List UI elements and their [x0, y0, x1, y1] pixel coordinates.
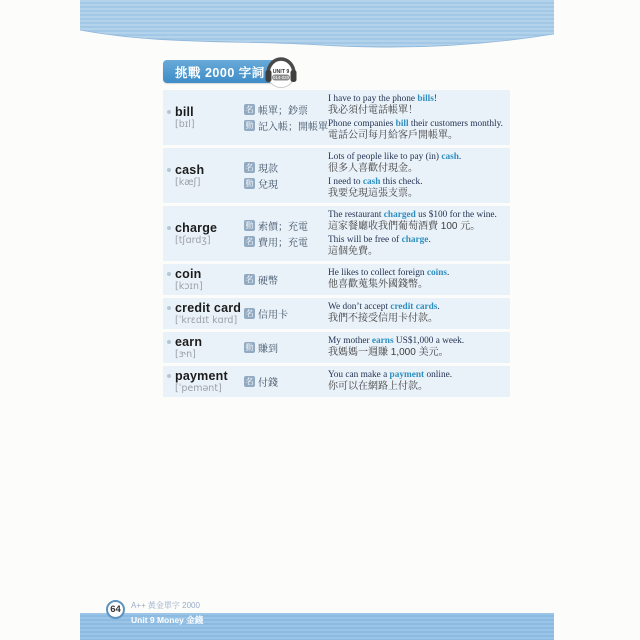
- example-english: I have to pay the phone bills!: [328, 94, 437, 104]
- example-chinese: 我必須付電話帳單！: [328, 105, 418, 116]
- bullet-icon: [167, 110, 171, 114]
- keyword: cash: [362, 176, 381, 187]
- bullet-icon: [167, 168, 171, 172]
- bullet-icon: [167, 340, 171, 344]
- pos-noun-icon: 名: [245, 309, 254, 318]
- examples-cell: [328, 301, 510, 326]
- definition: 名 帳單；鈔票: [245, 105, 308, 117]
- definitions-cell: [244, 271, 328, 288]
- headword: payment: [175, 369, 228, 383]
- definition: 名 信用卡: [245, 309, 288, 321]
- examples-cell: [328, 335, 510, 360]
- example-english: The restaurant charged us $100 for the wine.: [328, 210, 497, 220]
- keyword: coins: [426, 268, 448, 279]
- headword: charge: [175, 221, 218, 235]
- headword: earn: [175, 335, 203, 349]
- examples-cell: [328, 209, 510, 258]
- definition: 名 費用；充電: [245, 237, 308, 249]
- definitions-cell: [244, 305, 328, 322]
- bullet-icon: [167, 226, 171, 230]
- example-english: My mother earns US$1,000 a week.: [328, 336, 465, 347]
- vocab-row-coin: [163, 264, 510, 295]
- vocab-table: [163, 90, 510, 400]
- pronunciation: [bɪl]: [175, 119, 195, 130]
- keyword: cash: [441, 152, 459, 162]
- section-title: 挑戰 2000 字詞: [175, 65, 265, 80]
- example-chinese: 你可以在網路上付款。: [328, 381, 428, 393]
- example-chinese: 我們不接受信用卡付款。: [328, 313, 438, 325]
- definition: 名 付錢: [245, 377, 278, 389]
- vocab-row-bill: [163, 90, 510, 145]
- pos-verb-icon: 動: [245, 179, 254, 188]
- example-chinese: 他喜歡蒐集外國錢幣。: [328, 279, 428, 291]
- example-chinese: 電話公司每月給客戶開帳單。: [328, 129, 458, 141]
- pos-noun-icon: 名: [245, 377, 254, 386]
- pos-verb-icon: 動: [245, 343, 254, 352]
- keyword: credit cards: [390, 302, 438, 313]
- page-number: 64: [110, 604, 121, 615]
- vocab-row-credit-card: [163, 298, 510, 329]
- examples-cell: [328, 93, 510, 142]
- example-chinese: 這個免費。: [328, 245, 378, 257]
- word-cell: [163, 221, 244, 246]
- definitions-cell: [244, 159, 328, 192]
- bullet-icon: [167, 374, 171, 378]
- pronunciation: [kɔɪn]: [175, 281, 203, 292]
- pos-noun-icon: 名: [245, 275, 254, 284]
- footer-book-title: A++ 黃金單字 2000: [131, 601, 200, 610]
- examples-cell: [328, 369, 510, 394]
- example-english: I need to cash this check.: [328, 176, 423, 187]
- definitions-cell: [244, 373, 328, 390]
- definition: 名 現款: [245, 163, 278, 175]
- top-banner-wave: [80, 0, 554, 50]
- headword: bill: [175, 105, 194, 119]
- word-cell: [163, 267, 244, 292]
- vocab-row-payment: [163, 366, 510, 397]
- pos-verb-icon: 動: [245, 121, 254, 130]
- definitions-cell: [244, 339, 328, 356]
- definitions-cell: [244, 217, 328, 250]
- pronunciation: [tʃɑrdʒ]: [175, 235, 211, 246]
- section-title-badge: [163, 60, 277, 83]
- word-cell: [163, 105, 244, 130]
- examples-cell: [328, 151, 510, 200]
- wave-graphic: [80, 0, 554, 50]
- definitions-cell: [244, 101, 328, 134]
- pronunciation: [kæʃ]: [175, 177, 201, 188]
- examples-cell: [328, 267, 510, 292]
- pos-verb-icon: 動: [245, 221, 254, 230]
- word-cell: [163, 163, 244, 188]
- page-number-badge: [106, 600, 125, 619]
- vocab-row-earn: [163, 332, 510, 363]
- bullet-icon: [167, 272, 171, 276]
- vocab-row-charge: [163, 206, 510, 261]
- keyword: bills: [417, 94, 434, 104]
- example-chinese: 我要兌現這張支票。: [328, 187, 418, 199]
- keyword: charge: [401, 234, 429, 245]
- audio-unit-label: UNIT 9: [272, 69, 290, 75]
- definition: 動 賺到: [245, 343, 278, 355]
- example-english: Phone companies bill their customers monthly.: [328, 118, 503, 129]
- headphones-audio-icon: [263, 56, 299, 90]
- definition: 名 硬幣: [245, 275, 278, 287]
- example-english: You can make a payment online.: [328, 370, 453, 381]
- word-cell: [163, 335, 244, 360]
- pronunciation: [ˈpemənt]: [175, 383, 222, 394]
- section-header: [163, 58, 523, 92]
- footer-unit-label: Unit 9 Money 金錢: [131, 615, 204, 625]
- example-english: This will be free of charge.: [328, 234, 431, 245]
- pos-noun-icon: 名: [245, 163, 254, 172]
- example-english: He likes to collect foreign coins.: [328, 268, 450, 279]
- pronunciation: [ˈkrɛdɪt kɑrd]: [175, 315, 238, 326]
- word-cell: [163, 369, 244, 394]
- vocab-row-cash: [163, 148, 510, 203]
- keyword: payment: [389, 370, 425, 381]
- example-chinese: 這家餐廳收我們葡萄酒費 100 元。: [328, 221, 481, 232]
- audio-track-range: 014-020: [272, 75, 290, 81]
- example-chinese: 我媽媽一週賺 1,000 美元。: [328, 347, 449, 359]
- pos-noun-icon: 名: [245, 237, 254, 246]
- keyword: charged: [383, 210, 416, 220]
- headword: credit card: [175, 301, 242, 315]
- example-english: Lots of people like to pay (in) cash.: [328, 152, 462, 162]
- headword: cash: [175, 163, 205, 177]
- word-cell: [163, 301, 244, 326]
- headword: coin: [175, 267, 202, 281]
- keyword: bill: [395, 118, 409, 129]
- example-english: We don’t accept credit cards.: [328, 302, 440, 313]
- definition: 動 兌現: [245, 179, 278, 191]
- example-chinese: 很多人喜歡付現金。: [328, 163, 418, 174]
- pronunciation: [ɝn]: [175, 349, 196, 360]
- definition: 動 記入帳；開帳單: [245, 121, 328, 133]
- pos-noun-icon: 名: [245, 105, 254, 114]
- bullet-icon: [167, 306, 171, 310]
- keyword: earns: [371, 336, 394, 347]
- definition: 動 索價；充電: [245, 221, 308, 233]
